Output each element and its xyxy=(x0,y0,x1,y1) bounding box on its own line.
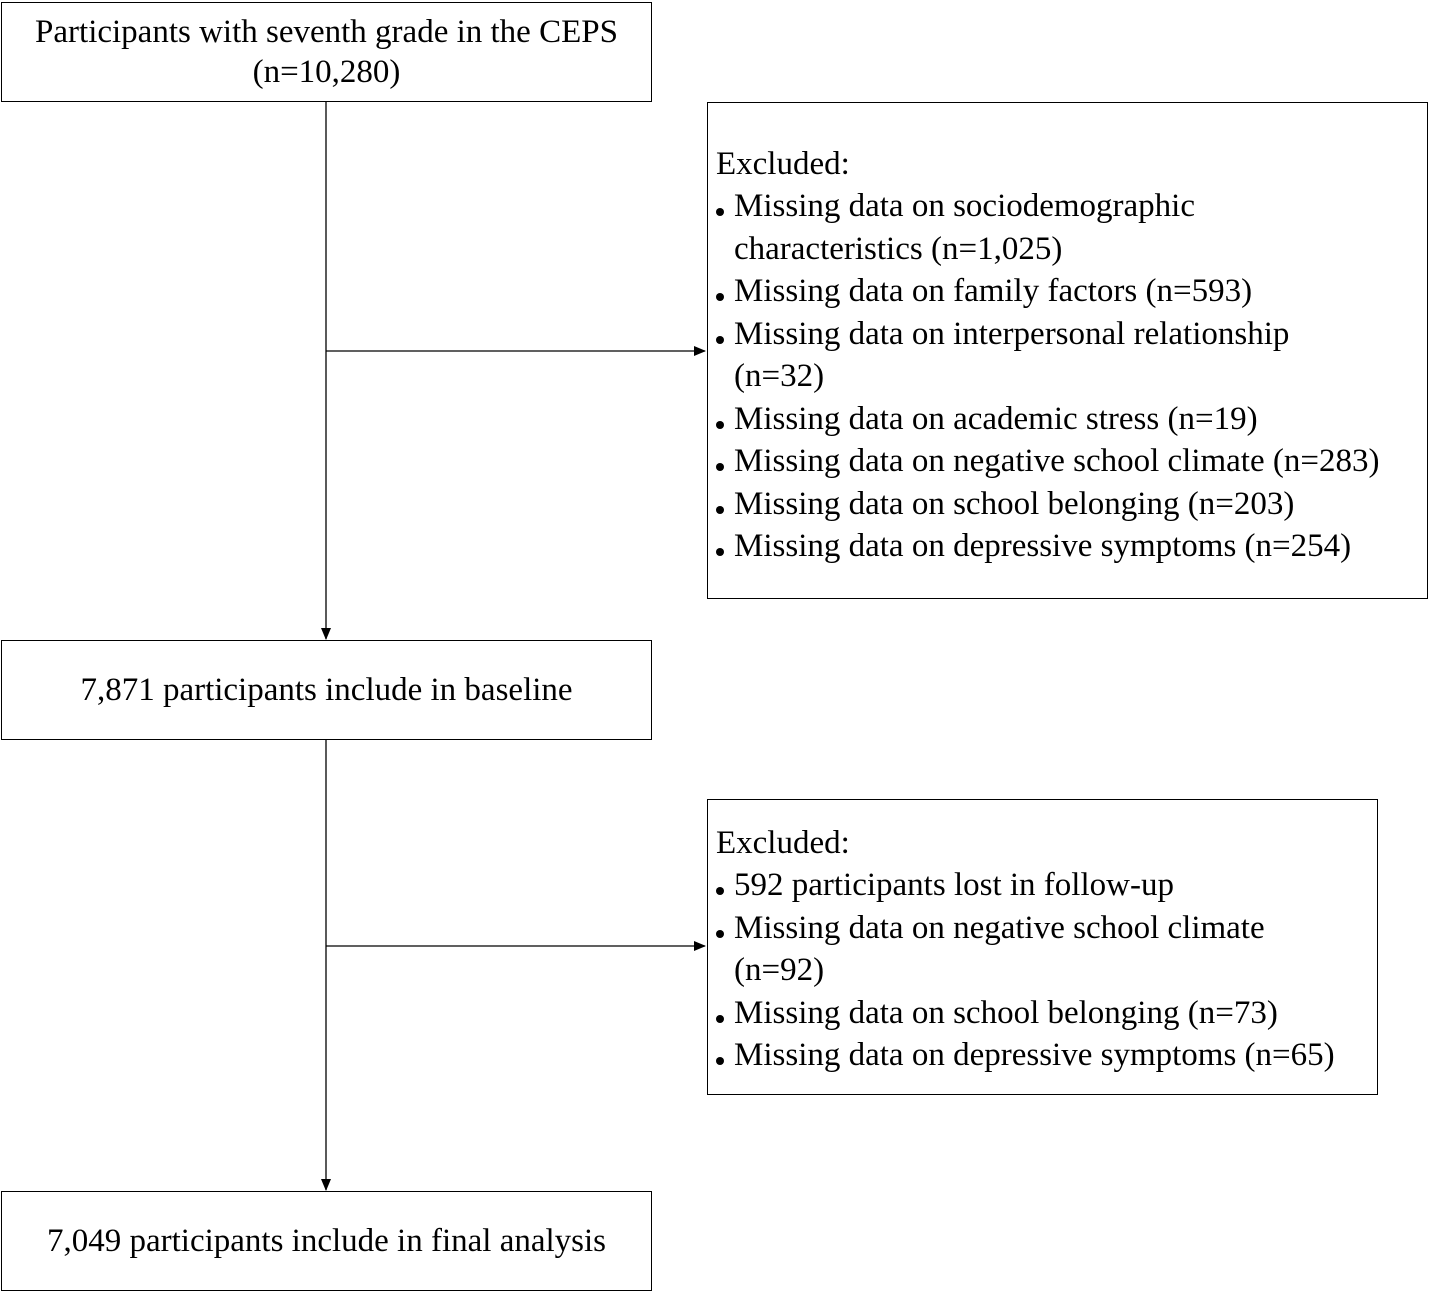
exclusion-1-item xyxy=(716,440,1427,483)
bullet-icon xyxy=(716,1015,724,1023)
bullet-icon xyxy=(716,1057,724,1065)
exclusion-2-item-text: Missing data on depressive symptoms (n=65) xyxy=(734,1037,1335,1073)
exclusion-1-item xyxy=(716,185,1427,270)
exclusion-2-item-text: Missing data on school belonging (n=73) xyxy=(734,994,1278,1031)
exclusion-1-item-text: Missing data on family factors (n=593) xyxy=(734,273,1253,309)
exclusion-1-item xyxy=(716,313,1427,398)
exclusion-2-item xyxy=(716,992,1377,1035)
bullet-icon xyxy=(716,548,724,556)
exclusion-1-item-text: Missing data on negative school climate (n=283) xyxy=(734,443,1380,479)
final-box xyxy=(1,1191,652,1291)
bullet-icon xyxy=(716,463,724,471)
bullet-icon xyxy=(716,930,724,938)
bullet-icon xyxy=(716,506,724,514)
exclusion-2-list xyxy=(716,864,1377,1077)
exclusion-2-item xyxy=(716,1034,1377,1077)
bullet-icon xyxy=(716,293,724,301)
bullet-icon xyxy=(716,887,724,895)
exclusion-1-item-text-cont: (n=32) xyxy=(734,358,825,394)
exclusion-2-item-text: Missing data on negative school climate xyxy=(734,909,1265,946)
bullet-icon xyxy=(716,208,724,216)
exclusion-1-list xyxy=(716,185,1427,568)
exclusion-1-item-text: Missing data on sociodemographic xyxy=(734,188,1196,224)
exclusion-1-item-text-cont: characteristics (n=1,025) xyxy=(734,230,1063,267)
start-box-count: (n=10,280) xyxy=(252,54,401,90)
exclusion-2-item xyxy=(716,907,1377,992)
exclusion-2-item xyxy=(716,864,1377,907)
exclusion-1-item xyxy=(716,483,1427,526)
exclusion-2-heading: Excluded: xyxy=(716,825,850,861)
baseline-box xyxy=(1,640,652,740)
exclusion-1-item xyxy=(716,270,1427,313)
baseline-box-text: 7,871 participants include in baseline xyxy=(80,672,573,708)
exclusion-1-heading: Excluded: xyxy=(716,146,850,182)
exclusion-box-2 xyxy=(707,799,1378,1095)
exclusion-1-item-text: Missing data on academic stress (n=19) xyxy=(734,400,1258,437)
exclusion-1-item xyxy=(716,525,1427,568)
exclusion-box-1 xyxy=(707,102,1428,599)
exclusion-1-item xyxy=(716,398,1427,441)
bullet-icon xyxy=(716,336,724,344)
start-box xyxy=(1,2,652,102)
exclusion-1-item-text: Missing data on school belonging (n=203) xyxy=(734,485,1295,522)
final-box-text: 7,049 participants include in final analysis xyxy=(46,1223,607,1259)
exclusion-2-item-text-cont: (n=92) xyxy=(734,952,825,988)
exclusion-1-item-text: Missing data on interpersonal relationship xyxy=(734,315,1290,352)
bullet-icon xyxy=(716,421,724,429)
exclusion-2-item-text: 592 participants lost in follow-up xyxy=(734,867,1174,903)
exclusion-1-item-text: Missing data on depressive symptoms (n=254) xyxy=(734,528,1352,564)
start-box-title: Participants with seventh grade in the CEPS xyxy=(35,14,618,50)
